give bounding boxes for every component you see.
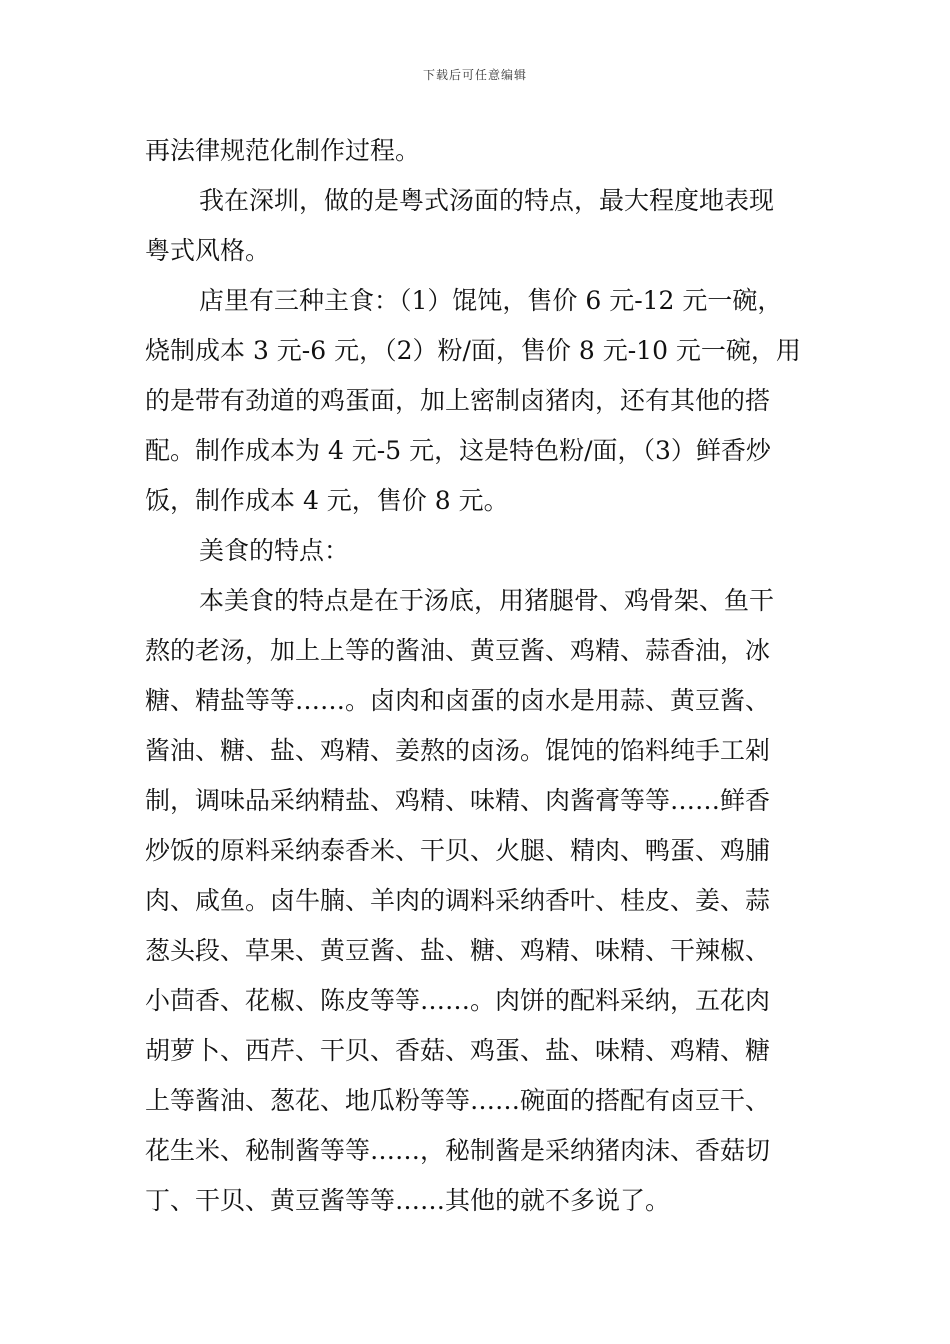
- text-line: 上等酱油、葱花、地瓜粉等等……碗面的搭配有卤豆干、: [145, 1086, 771, 1115]
- text-line: 熬的老汤，加上上等的酱油、黄豆酱、鸡精、蒜香油，冰: [145, 636, 771, 665]
- text-line: 炒饭的原料采纳泰香米、干贝、火腿、精肉、鸭蛋、鸡脯: [145, 836, 771, 865]
- page-header: 下载后可任意编辑: [422, 68, 527, 82]
- text-line: 丁、干贝、黄豆酱等等……其他的就不多说了。: [145, 1186, 671, 1215]
- text-line: 葱头段、草果、黄豆酱、盐、糖、鸡精、味精、干辣椒、: [145, 936, 771, 965]
- text-line: 饭，制作成本 4 元，售价 8 元。: [145, 486, 509, 515]
- text-line: 胡萝卜、西芹、干贝、香菇、鸡蛋、盐、味精、鸡精、糖: [145, 1036, 771, 1065]
- text-line: 店里有三种主食：（1）馄饨，售价 6 元-12 元一碗，: [199, 286, 783, 315]
- text-line: 酱油、糖、盐、鸡精、姜熬的卤汤。馄饨的馅料纯手工剁: [145, 736, 771, 765]
- text-line: 花生米、秘制酱等等……，秘制酱是采纳猪肉沫、香菇切: [145, 1136, 771, 1165]
- text-line: 制，调味品采纳精盐、鸡精、味精、肉酱膏等等……鲜香: [145, 786, 771, 815]
- text-line: 再法律规范化制作过程。: [145, 136, 421, 165]
- text-line: 配。制作成本为 4 元-5 元，这是特色粉/面，（3）鲜香炒: [145, 436, 771, 465]
- text-line: 我在深圳，做的是粤式汤面的特点，最大程度地表现: [199, 186, 775, 215]
- document-body: [145, 126, 810, 1226]
- text-line: 本美食的特点是在于汤底，用猪腿骨、鸡骨架、鱼干: [199, 586, 775, 615]
- text-line: 糖、精盐等等……。卤肉和卤蛋的卤水是用蒜、黄豆酱、: [145, 686, 771, 715]
- text-line: 的是带有劲道的鸡蛋面，加上密制卤猪肉，还有其他的搭: [145, 386, 771, 415]
- text-line: 烧制成本 3 元-6 元，（2）粉/面，售价 8 元-10 元一碗，用: [145, 336, 801, 365]
- text-line: 肉、咸鱼。卤牛腩、羊肉的调料采纳香叶、桂皮、姜、蒜: [145, 886, 771, 915]
- text-line: 小茴香、花椒、陈皮等等……。肉饼的配料采纳，五花肉: [145, 986, 771, 1015]
- text-line: 粤式风格。: [145, 236, 271, 265]
- text-line: 美食的特点：: [199, 536, 350, 565]
